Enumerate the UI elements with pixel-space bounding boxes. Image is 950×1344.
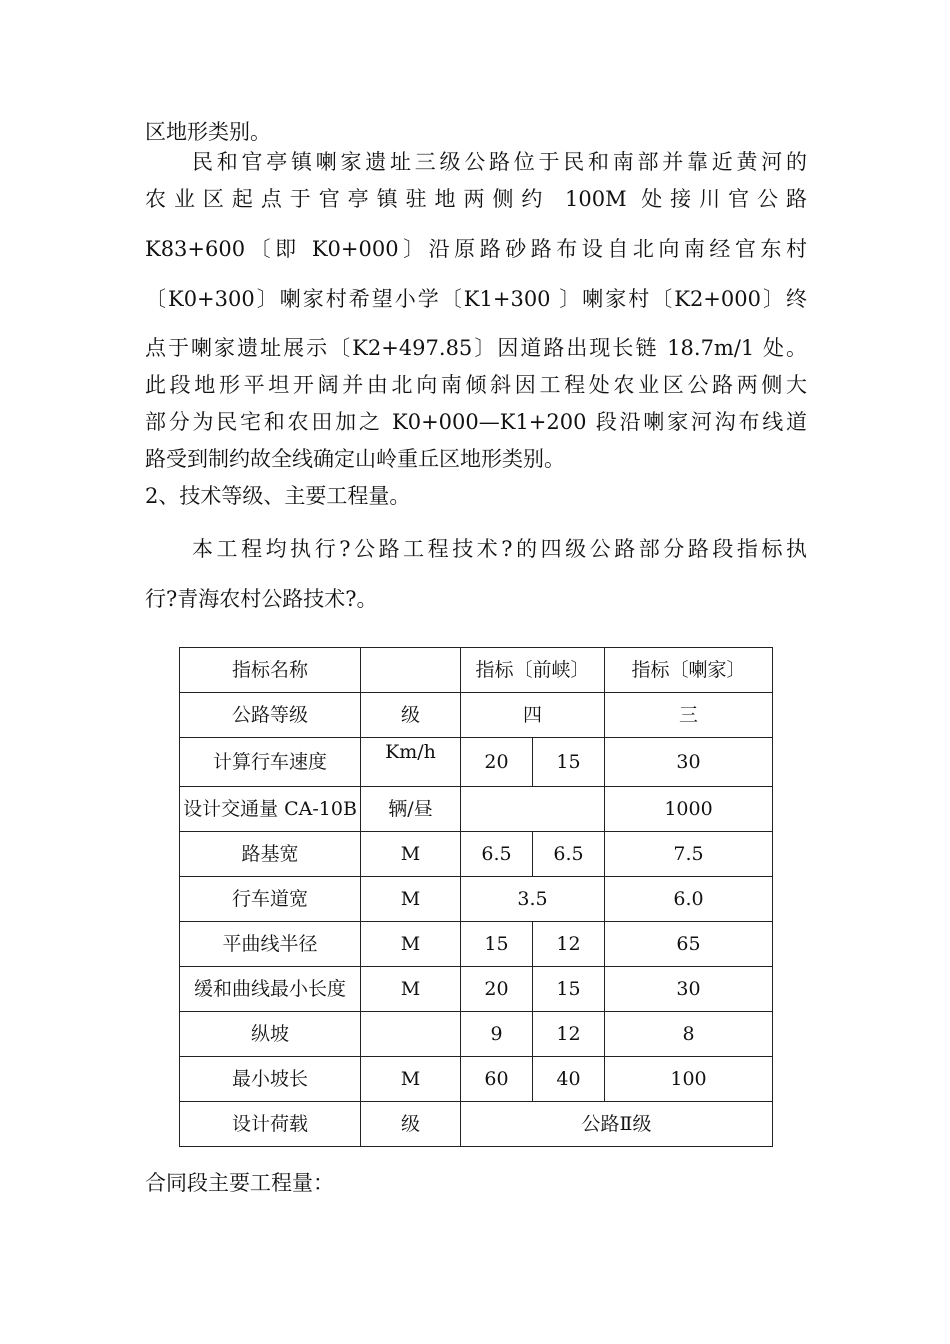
table-cell: 设计荷载 [180,1102,361,1147]
paragraph-line: 民和官亭镇喇家遗址三级公路位于民和南部并靠近黄河的 [192,150,807,174]
table-cell: 8 [605,1012,773,1057]
table-row [180,967,773,1012]
table-cell: 9 [461,1012,533,1057]
table-cell: 路基宽 [180,832,361,877]
section-heading: 2、技术等级、主要工程量。 [145,484,411,508]
table-row [180,922,773,967]
paragraph-line: 本工程均执行?公路工程技术?的四级公路部分路段指标执 [192,537,807,561]
table-cell: 辆/昼 [361,787,461,832]
table-cell: Km/h [361,738,461,787]
paragraph-line: 区地形类别。 [145,120,271,144]
table-cell: 30 [605,738,773,787]
paragraph-line: 路受到制约故全线确定山岭重丘区地形类别。 [145,447,565,471]
paragraph-line: 部分为民宅和农田加之 K0+000—K1+200 段沿喇家河沟布线道 [145,410,807,434]
table-cell: 40 [533,1057,605,1102]
table-cell: 公路等级 [180,693,361,738]
table-cell: 级 [361,693,461,738]
table-cell: M [361,877,461,922]
table-row [180,1012,773,1057]
table-cell: M [361,922,461,967]
paragraph-line: 农业区起点于官亭镇驻地两侧约 100M 处接川官公路 [145,187,807,211]
table-cell: 三 [605,693,773,738]
paragraph-line: 合同段主要工程量： [145,1171,334,1195]
table-row [180,1057,773,1102]
table-cell [180,967,361,1012]
table-cell: M [361,967,461,1012]
paragraph-line: 点于喇家遗址展示〔K2+497.85〕因道路出现长链 18.7m/1 处。 [145,336,807,360]
table-cell: 纵坡 [180,1012,361,1057]
table-row [180,693,773,738]
table-cell: 15 [533,967,605,1012]
table-cell: 12 [533,1012,605,1057]
table-row [180,787,773,832]
table-cell: 公路Ⅱ级 [461,1102,773,1147]
table-cell [180,787,361,832]
table-cell [461,787,605,832]
cell-text: 缓和曲线最小长度 [193,978,346,1000]
table-cell: 20 [461,967,533,1012]
table-cell: 行车道宽 [180,877,361,922]
table-cell: 指标〔喇家〕 [605,648,773,693]
table-cell: 平曲线半径 [180,922,361,967]
table-cell: 7.5 [605,832,773,877]
table-cell: 级 [361,1102,461,1147]
table-cell [361,1012,461,1057]
spec-table [179,647,773,1147]
table-cell: 指标名称 [180,648,361,693]
table-cell: M [361,1057,461,1102]
cell-text: 设计交通量 CA-10B [183,798,357,820]
cell-text: 指标〔前峡〕 [475,659,590,681]
table-cell [361,648,461,693]
table-cell: 四 [461,693,605,738]
table-cell: 6.5 [533,832,605,877]
table-cell: 65 [605,922,773,967]
table-cell: 1000 [605,787,773,832]
table-cell: 6.0 [605,877,773,922]
table-cell: 100 [605,1057,773,1102]
paragraph-line: 此段地形平坦开阔并由北向南倾斜因工程处农业区公路两侧大 [145,373,807,397]
table-cell: 3.5 [461,877,605,922]
table-cell: 15 [461,922,533,967]
table-cell: 12 [533,922,605,967]
table-row [180,877,773,922]
paragraph-line: K83+600〔即 K0+000〕沿原路砂路布设自北向南经官东村 [145,237,807,261]
table-header-row [180,648,773,693]
table-row [180,832,773,877]
table-cell: 6.5 [461,832,533,877]
table-cell: 30 [605,967,773,1012]
paragraph-line: 〔K0+300〕喇家村希望小学〔K1+300 〕喇家村〔K2+000〕终 [145,287,807,311]
table-cell: M [361,832,461,877]
table-cell: 15 [533,738,605,787]
table-row [180,738,773,787]
table-cell: 20 [461,738,533,787]
table-cell: 60 [461,1057,533,1102]
table-cell: 计算行车速度 [180,738,361,787]
table-cell: 最小坡长 [180,1057,361,1102]
paragraph-line: 行?青海农村公路技术?。 [145,587,378,611]
table-row [180,1102,773,1147]
table-cell [461,648,605,693]
